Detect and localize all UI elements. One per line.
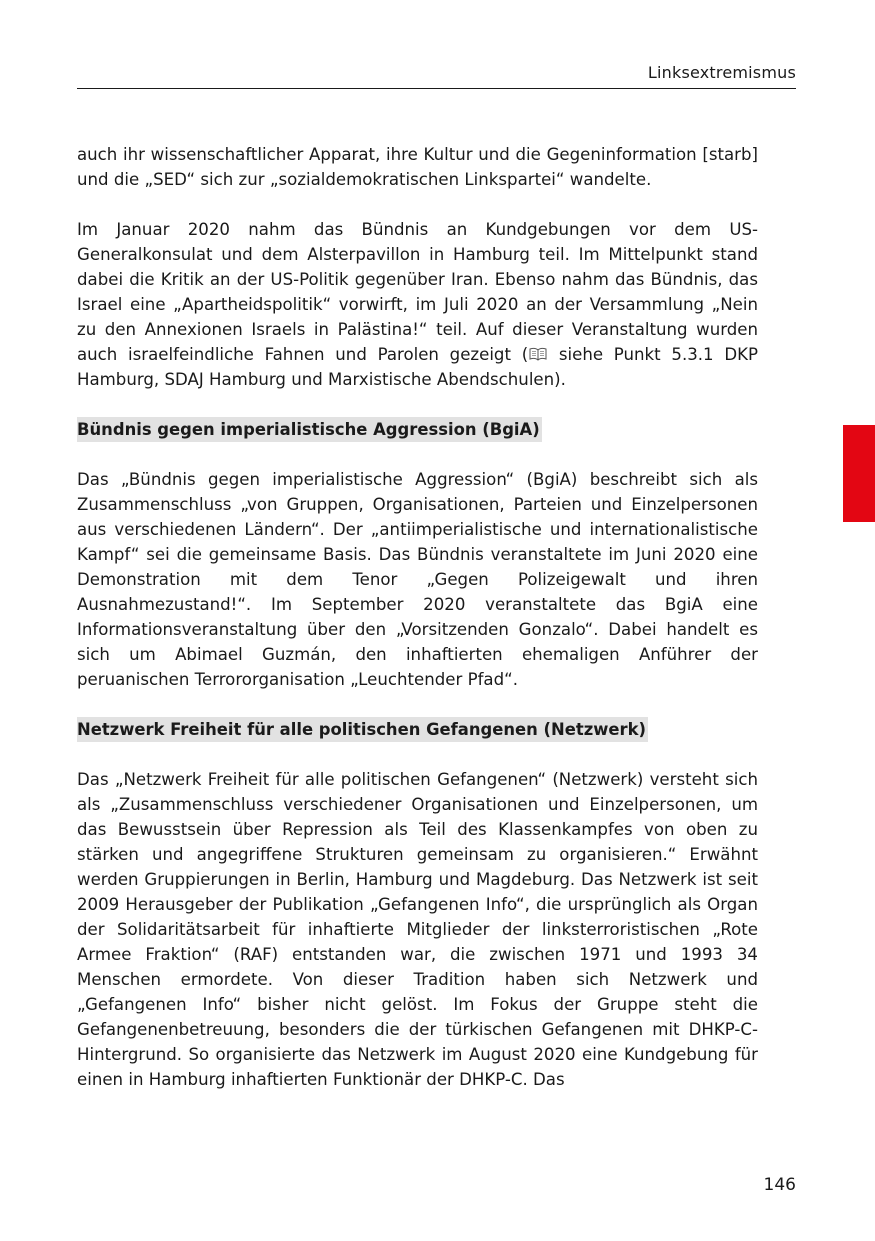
running-header <box>77 62 796 89</box>
paragraph-2-text-before: Im Januar 2020 nahm das Bündnis an Kundgebungen vor dem US-Generalkonsulat und dem Alsterpavillon in Hamburg teil. Im Mittelpunkt stand dabei die Kritik an der US-Politik gegenüber Iran. Ebenso nahm das Bündnis, das Israel eine „Apartheidspolitik“ vorwirft, im Juli 2020 an der Versammlung „Nein zu den Annexionen Israels in Palästina!“ teil. Auf dieser Veranstaltung wurden auch israelfeindliche Fahnen und Parolen gezeigt ( <box>77 220 758 364</box>
section-heading-bgia-wrap <box>77 417 758 442</box>
page-body <box>77 142 758 1092</box>
paragraph-2 <box>77 217 758 392</box>
paragraph-1: auch ihr wissenschaftlicher Apparat, ihre Kultur und die Gegeninformation [starb] und die „SED“ sich zur „sozialdemokratischen Linkspartei“ wandelte. <box>77 145 758 189</box>
section-heading-bgia: Bündnis gegen imperialistische Aggression (BgiA) <box>77 417 542 442</box>
paragraph-2-text-after: siehe Punkt 5.3.1 DKP Hamburg, SDAJ Hamburg und Marxistische Abendschulen). <box>77 345 758 389</box>
book-icon <box>529 347 547 361</box>
chapter-marker-tab <box>843 425 875 522</box>
running-title: Linksextremismus <box>647 63 796 82</box>
page-number: 146 <box>763 1175 796 1195</box>
section-heading-netzwerk-wrap <box>77 717 758 742</box>
section-heading-netzwerk: Netzwerk Freiheit für alle politischen Gefangenen (Netzwerk) <box>77 717 648 742</box>
paragraph-3: Das „Bündnis gegen imperialistische Aggression“ (BgiA) beschreibt sich als Zusammenschluss „von Gruppen, Organisationen, Parteien und Einzelpersonen aus verschiedenen Ländern“. Der „antiimperialistische und internationalistische Kampf“ sei die gemeinsame Basis. Das Bündnis veranstaltete im Juni 2020 eine Demonstration mit dem Tenor „Gegen Polizeigewalt und ihren Ausnahmezustand!“. Im September 2020 veranstaltete das BgiA eine Informationsveranstaltung über den „Vorsitzenden Gonzalo“. Dabei handelt es sich um Abimael Guzmán, den inhaftierten ehemaligen Anführer der peruanischen Terrororganisation „Leuchtender Pfad“. <box>77 470 758 689</box>
paragraph-4: Das „Netzwerk Freiheit für alle politischen Gefangenen“ (Netzwerk) versteht sich als „Zusammenschluss verschiedener Organisationen und Einzelpersonen, um das Bewusstsein über Repression als Teil des Klassenkampfes von oben zu stärken und angegriffene Strukturen gemeinsam zu organisieren.“ Erwähnt werden Gruppierungen in Berlin, Hamburg und Magdeburg. Das Netzwerk ist seit 2009 Herausgeber der Publikation „Gefangenen Info“, die ursprünglich als Organ der Solidaritätsarbeit für inhaftierte Mitglieder der linksterroristischen „Rote Armee Fraktion“ (RAF) entstanden war, die zwischen 1971 und 1993 34 Menschen ermordete. Von dieser Tradition haben sich Netzwerk und „Gefangenen Info“ bisher nicht gelöst. Im Fokus der Gruppe steht die Gefangenenbetreuung, besonders die der türkischen Gefangenen mit DHKP-C-Hintergrund. So organisierte das Netzwerk im August 2020 eine Kundgebung für einen in Hamburg inhaftierten Funktionär der DHKP-C. Das <box>77 770 758 1089</box>
